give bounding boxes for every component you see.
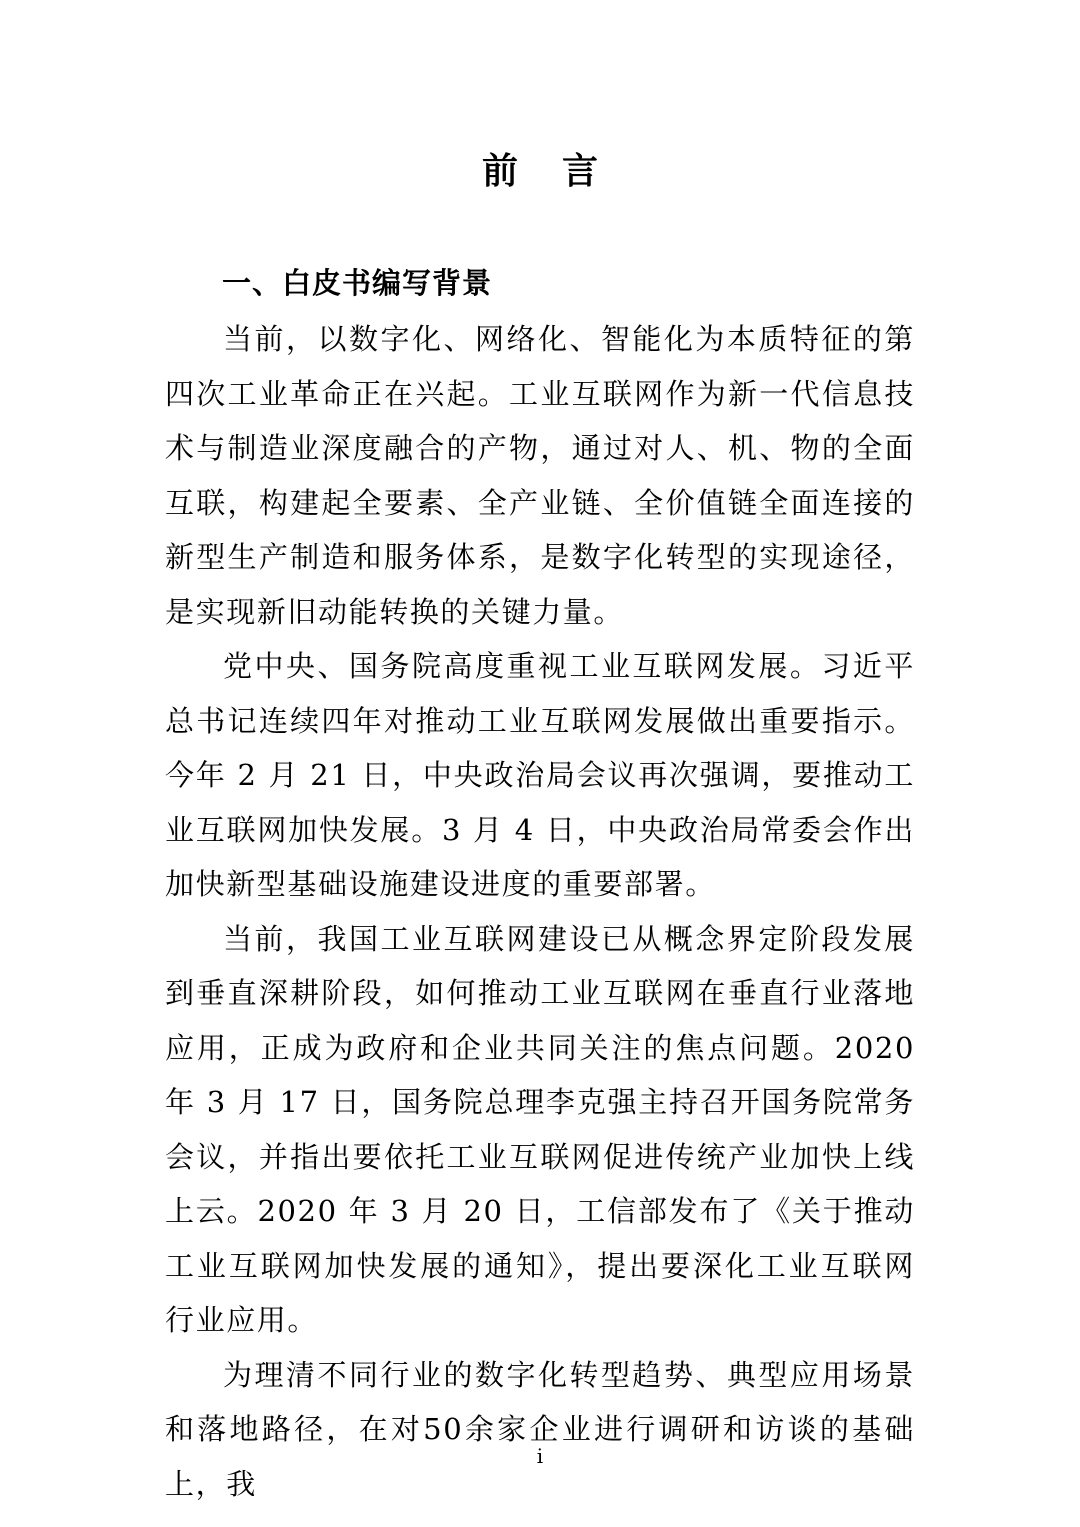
body-text <box>165 312 915 1511</box>
page-number: i <box>536 1444 544 1468</box>
paragraph-1: 当前，以数字化、网络化、智能化为本质特征的第四次工业革命正在兴起。工业互联网作为新一代信息技术与制造业深度融合的产物，通过对人、机、物的全面互联，构建起全要素、全产业链、全价值链全面连接的新型生产制造和服务体系，是数字化转型的实现途径，是实现新旧动能转换的关键力量。 <box>165 322 915 629</box>
paragraph-2: 党中央、国务院高度重视工业互联网发展。习近平总书记连续四年对推动工业互联网发展做出重要指示。今年 2 月 21 日，中央政治局会议再次强调，要推动工业互联网加快发展。3 月 4 日，中央政治局常委会作出加快新型基础设施建设进度的重要部署。 <box>165 649 915 901</box>
page-title: 前言 <box>481 150 642 192</box>
section-heading: 一、白皮书编写背景 <box>222 266 493 300</box>
paragraph-3: 当前，我国工业互联网建设已从概念界定阶段发展到垂直深耕阶段，如何推动工业互联网在垂直行业落地应用，正成为政府和企业共同关注的焦点问题。2020 年 3 月 17 日，国务院总理李克强主持召开国务院常务会议，并指出要依托工业互联网促进传统产业加快上线上云。2020 年 3 月 20 日，工信部发布了《关于推动工业互联网加快发展的通知》，提出要深化工业互联网行业应用。 <box>165 921 915 1337</box>
paragraph-4: 为理清不同行业的数字化转型趋势、典型应用场景和落地路径，在对50余家企业进行调研和访谈的基础上，我 <box>165 1357 915 1501</box>
